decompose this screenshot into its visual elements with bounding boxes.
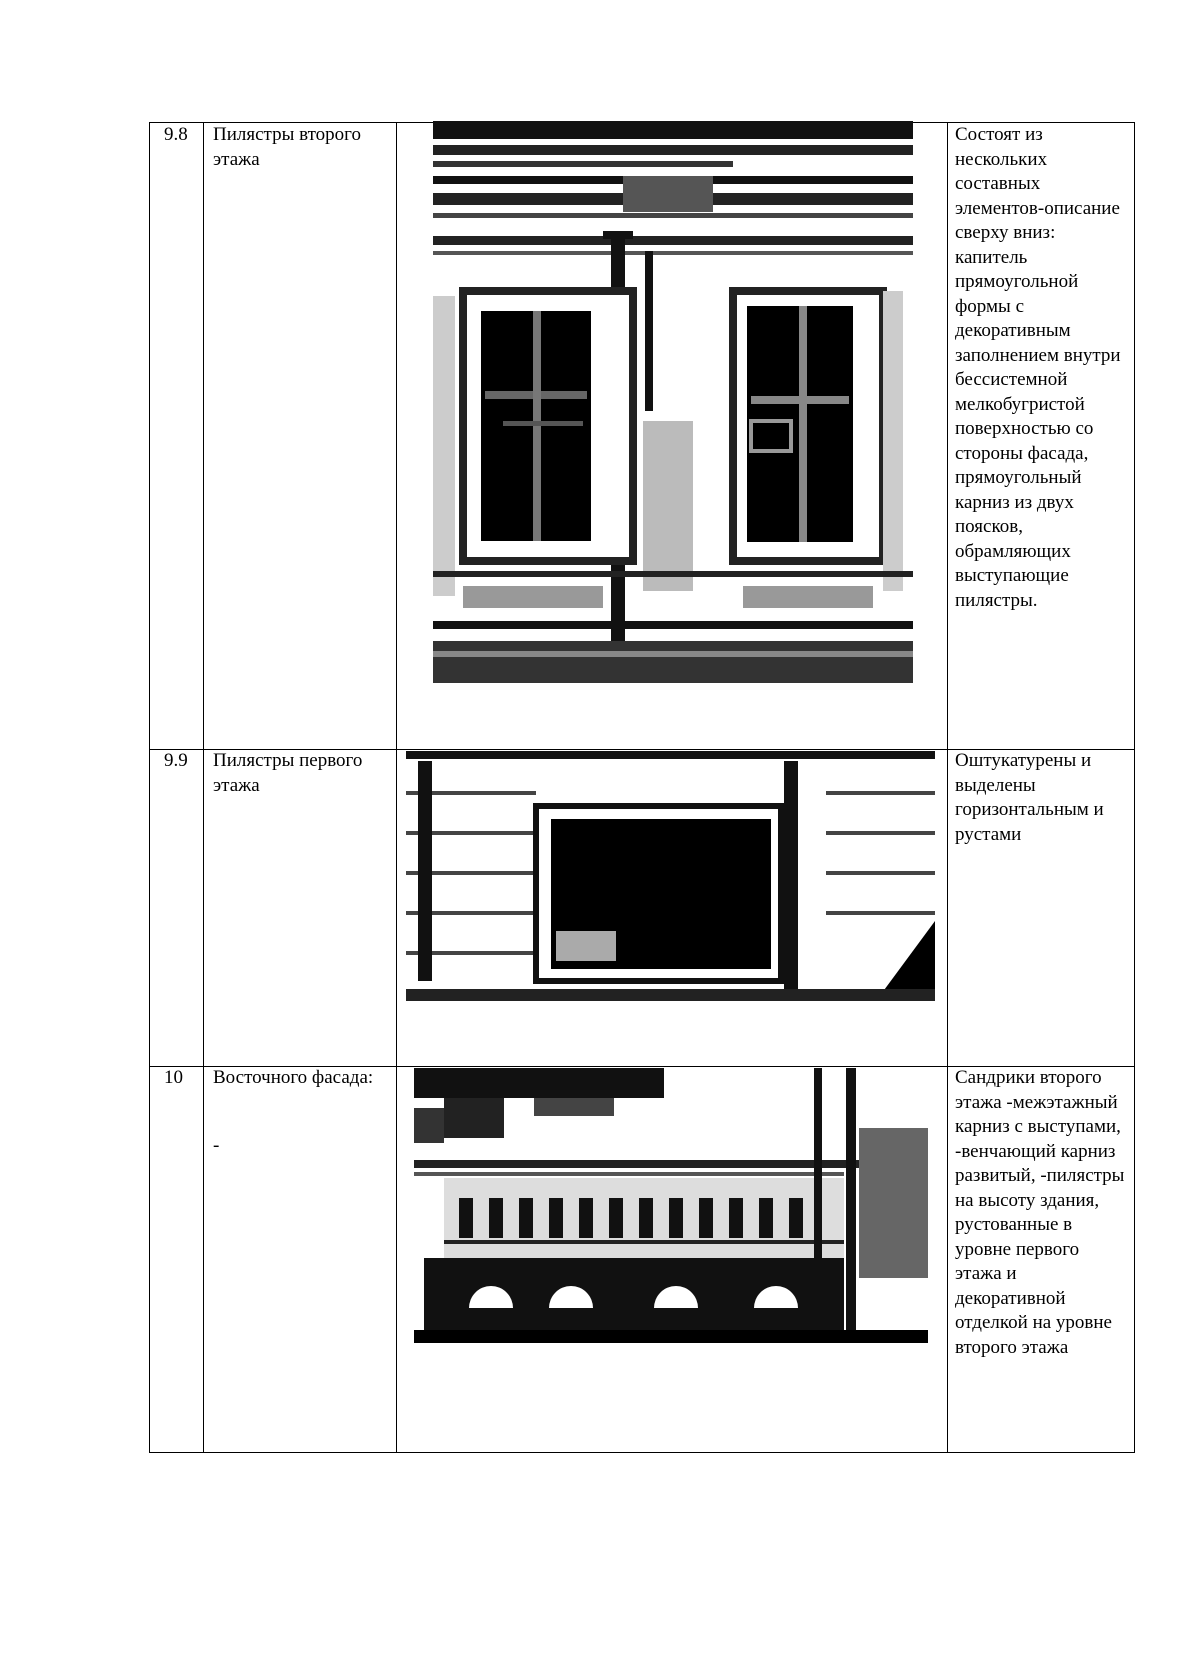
column-divider <box>947 123 948 1452</box>
element-name: Пилястры первого этажа <box>213 750 363 796</box>
element-description: Состоят из нескольких составных элементов-описание сверху вниз: капитель прямоугольной формы с декоративным заполнением внутри бессистемной мелкобугристой поверхностью со стороны фасада, прямоугольный карниз из двух поясков, обрамляющих выступающие пилястры. <box>955 124 1121 611</box>
east-facade-photo <box>414 1068 928 1343</box>
architecture-elements-table <box>149 122 1135 1453</box>
element-description: Оштукатурены и выделены горизонтальным и рустами <box>955 750 1104 845</box>
first-floor-pilasters-photo <box>406 751 935 1001</box>
column-divider <box>396 123 397 1452</box>
row-number: 9.8 <box>164 124 188 145</box>
element-description: Сандрики второго этажа -межэтажный карниз с выступами, -венчающий карниз развитый, -пилястры на высоту здания, рустованные в уровне первого этажа и декоративной отделкой на уровне второго этажа <box>955 1067 1125 1358</box>
element-name-dash: - <box>213 1135 220 1156</box>
element-name: Восточного фасада: <box>213 1067 374 1088</box>
second-floor-pilasters-photo <box>433 121 913 683</box>
element-name: Пилястры второго этажа <box>213 124 361 170</box>
column-divider <box>203 123 204 1452</box>
row-number: 10 <box>164 1067 183 1088</box>
row-number: 9.9 <box>164 750 188 771</box>
